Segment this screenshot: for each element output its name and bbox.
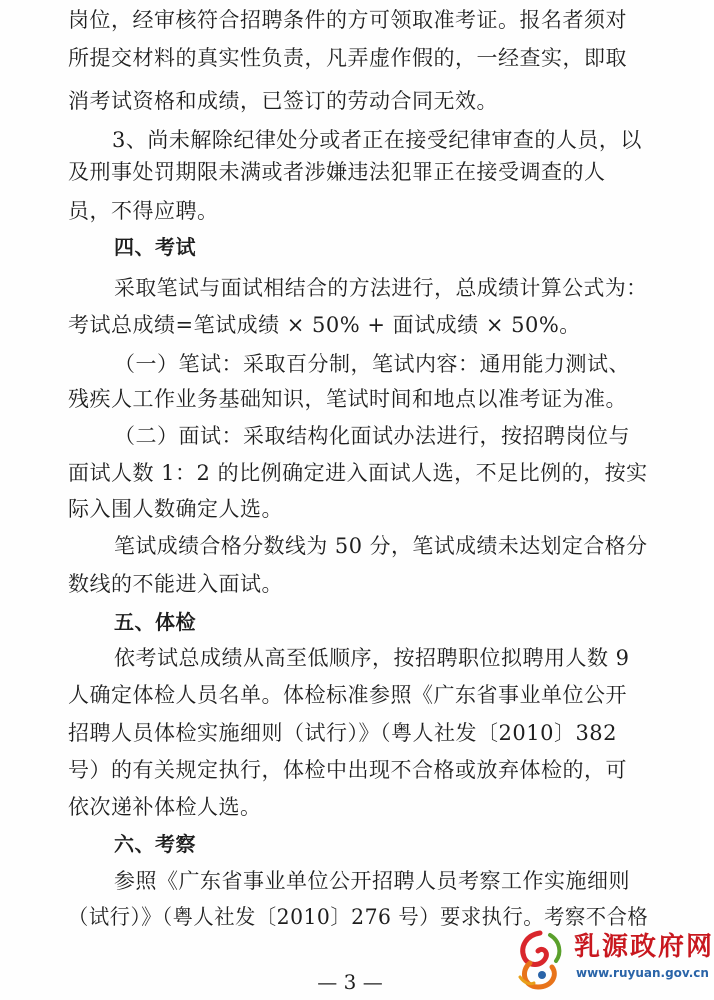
- line-text: 采取笔试与面试相结合的方法进行，总成绩计算公式为：: [114, 276, 648, 300]
- section-heading: [0, 604, 700, 640]
- text-line: [0, 677, 700, 713]
- section-heading-text: 五、体检: [114, 610, 196, 634]
- text-line: [0, 193, 700, 229]
- text-line: [0, 715, 700, 751]
- line-text: （试行）》（粤人社发〔2010〕276 号）要求执行。考察不合格: [68, 905, 649, 929]
- ruyuan-logo-icon: [512, 927, 570, 993]
- text-line: [0, 640, 700, 676]
- text-line: [0, 83, 700, 119]
- line-text: 人确定体检人员名单。体检标准参照《广东省事业单位公开: [68, 683, 627, 707]
- line-text: 数线的不能进入面试。: [68, 572, 283, 596]
- section-heading: [0, 826, 700, 862]
- line-text: 际入围人数确定人选。: [68, 497, 283, 521]
- line-text: 岗位，经审核符合招聘条件的方可领取准考证。报名者须对: [68, 8, 627, 32]
- section-heading-text: 六、考察: [114, 832, 196, 856]
- text-line: [0, 528, 700, 564]
- text-line: [0, 491, 700, 527]
- watermark-title: 乳源政府网: [574, 932, 714, 962]
- text-line: [0, 418, 700, 454]
- text-line: [0, 154, 700, 190]
- line-text: 所提交材料的真实性负责，凡弄虚作假的，一经查实，即取: [68, 46, 627, 70]
- line-text: 笔试成绩合格分数线为 50 分，笔试成绩未达划定合格分: [114, 534, 648, 558]
- text-line: [0, 863, 700, 899]
- watermark-url: www.ruyuan.gov.cn: [576, 966, 709, 980]
- text-line: [0, 346, 700, 382]
- page-number: — 3 —: [317, 970, 383, 994]
- line-text: 3、尚未解除纪律处分或者正在接受纪律审查的人员，以: [112, 128, 642, 152]
- text-line: [0, 566, 700, 602]
- line-text: 面试人数 1：2 的比例确定进入面试人选，不足比例的，按实: [68, 461, 648, 485]
- section-heading: [0, 229, 700, 265]
- line-text: 及刑事处罚期限未满或者涉嫌违法犯罪正在接受调查的人: [68, 160, 606, 184]
- line-text: 残疾人工作业务基础知识，笔试时间和地点以准考证为准。: [68, 387, 627, 411]
- text-line: [0, 455, 700, 491]
- section-heading-text: 四、考试: [114, 235, 196, 259]
- line-text: 消考试资格和成绩，已签订的劳动合同无效。: [68, 89, 498, 113]
- line-text: 依考试总成绩从高至低顺序，按招聘职位拟聘用人数 9: [114, 646, 630, 670]
- text-line: [0, 752, 700, 788]
- line-text: （二）面试：采取结构化面试办法进行，按招聘岗位与: [114, 424, 630, 448]
- line-text: 参照《广东省事业单位公开招聘人员考察工作实施细则: [114, 869, 630, 893]
- line-text: （一）笔试：采取百分制，笔试内容：通用能力测试、: [114, 352, 630, 376]
- line-text: 招聘人员体检实施细则（试行）》（粤人社发〔2010〕382: [68, 721, 618, 745]
- line-text: 员，不得应聘。: [68, 199, 219, 223]
- line-text: 考试总成绩=笔试成绩 × 50% + 面试成绩 × 50%。: [68, 313, 581, 337]
- line-text: 号）的有关规定执行，体检中出现不合格或放弃体检的，可: [68, 758, 627, 782]
- text-line: [0, 40, 700, 76]
- text-line: [0, 270, 700, 306]
- text-line: [0, 307, 700, 343]
- line-text: 依次递补体检人选。: [68, 795, 262, 819]
- text-line: [0, 122, 700, 158]
- text-line: [0, 2, 700, 38]
- text-line: [0, 789, 700, 825]
- text-line: [0, 381, 700, 417]
- site-watermark: [512, 925, 714, 995]
